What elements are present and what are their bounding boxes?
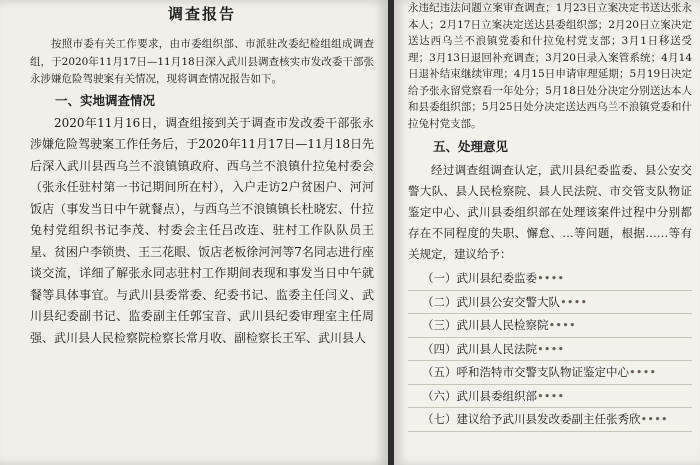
opinion-paragraph: 经过调查组调查认定，武川县纪委监委、县公安交警大队、县人民检察院、县人民法院、市交管支队物证鉴定中心、武川县委组织部在处理该案件过程中分别都存在不同程度的失职、懈怠、…等问题，根据……等有关规定，建议给予： (408, 163, 692, 261)
recommendation-item (408, 267, 692, 291)
item-text: 武川县委组织部 (456, 388, 537, 403)
recommendation-item (408, 291, 692, 315)
item-number: （一） (422, 271, 457, 285)
section-heading-opinion: 五、处理意见 (433, 139, 509, 154)
item-text: 呼和浩特市交警支队物证鉴定中心 (456, 365, 629, 379)
recommendation-item (408, 314, 692, 338)
investigation-paragraph: 2020年11月16日，调查组接到关于调查市发改委干部张永涉嫌危险驾驶案工作任务后，于2020年11月17日—11月18日先后深入武川县西乌兰不浪镇镇政府、西乌兰不浪镇什拉兔村委会（张永任驻村第一书记期间所在村），入户走访2户贫困户、河河饭店（事发当日中午就餐点），与西乌兰不浪镇镇长杜晓宏、什拉兔村党组织书记李茂、村委会主任吕改连、驻村工作队队员王星、贫困户李锁贵、王三花眼、饭店老板徐河河等7名同志进行座谈交流，详细了解张永同志驻村工作期间表现和事发当日中午就餐等具体事宜。与武川县委常委、纪委书记、监委主任闫义、武川县纪委副书记、监委副主任郭宝音、武川县纪委审理室主任周强、武川县人民检察院检察长常月收、副检察长王军、武川县人 (30, 115, 374, 345)
recommendation-item (408, 408, 692, 432)
item-dots: •••• (548, 318, 576, 332)
item-text: 武川县纪委监委 (456, 271, 537, 285)
item-number: （五） (422, 365, 457, 379)
item-text: 武川县人民法院 (456, 341, 537, 356)
item-dots: •••• (537, 341, 565, 356)
document-title: 调查报告 (167, 5, 236, 23)
recommendation-item (408, 338, 692, 362)
item-dots: •••• (537, 271, 565, 285)
item-dots: •••• (560, 294, 588, 309)
intro-paragraph: 按照市委有关工作要求，由市委组织部、市派驻改委纪检组组成调查组，于2020年11月17日—11月18日深入武川县调查核实市发改委干部张永涉嫌危险驾驶案有关情况，现将调查情况报告如下。 (30, 38, 374, 85)
item-number: （四） (422, 341, 457, 356)
item-number: （六） (422, 388, 457, 403)
timeline-paragraph: 永违纪违法问题立案审查调查；1月23日立案决定书送达张永本人；2月17日立案决定送达县委组织部；2月20日立案决定送达西乌兰不浪镇党委和什拉兔村党支部；3月1日移送受理；3月13日退回补充调查；3月20日录入案管系统；4月14日退补结束继续审理；4月15日申请审理延期；5月19日决定给予张永留党察看一年处分；5月18日处分决定分别送达本人和县委组织部；5月25日处分决定送达西乌兰不浪镇党委和什拉兔村党支部。 (408, 2, 692, 130)
section-heading-investigation: 一、实地调查情况 (55, 92, 156, 108)
right-page (394, 0, 700, 465)
item-text: 武川县公安交警大队 (456, 294, 560, 309)
item-dots: •••• (537, 388, 565, 403)
item-text: 武川县人民检察院 (456, 318, 549, 332)
item-number: （二） (422, 294, 457, 309)
item-dots: •••• (640, 412, 668, 426)
item-text: 建议给予武川县发改委副主任张秀欣 (456, 412, 641, 426)
item-number: （七） (422, 412, 457, 426)
item-number: （三） (422, 318, 457, 332)
recommendation-item (408, 361, 692, 385)
recommendation-item (408, 385, 692, 409)
recommendation-list (408, 267, 692, 432)
item-dots: •••• (629, 365, 657, 379)
